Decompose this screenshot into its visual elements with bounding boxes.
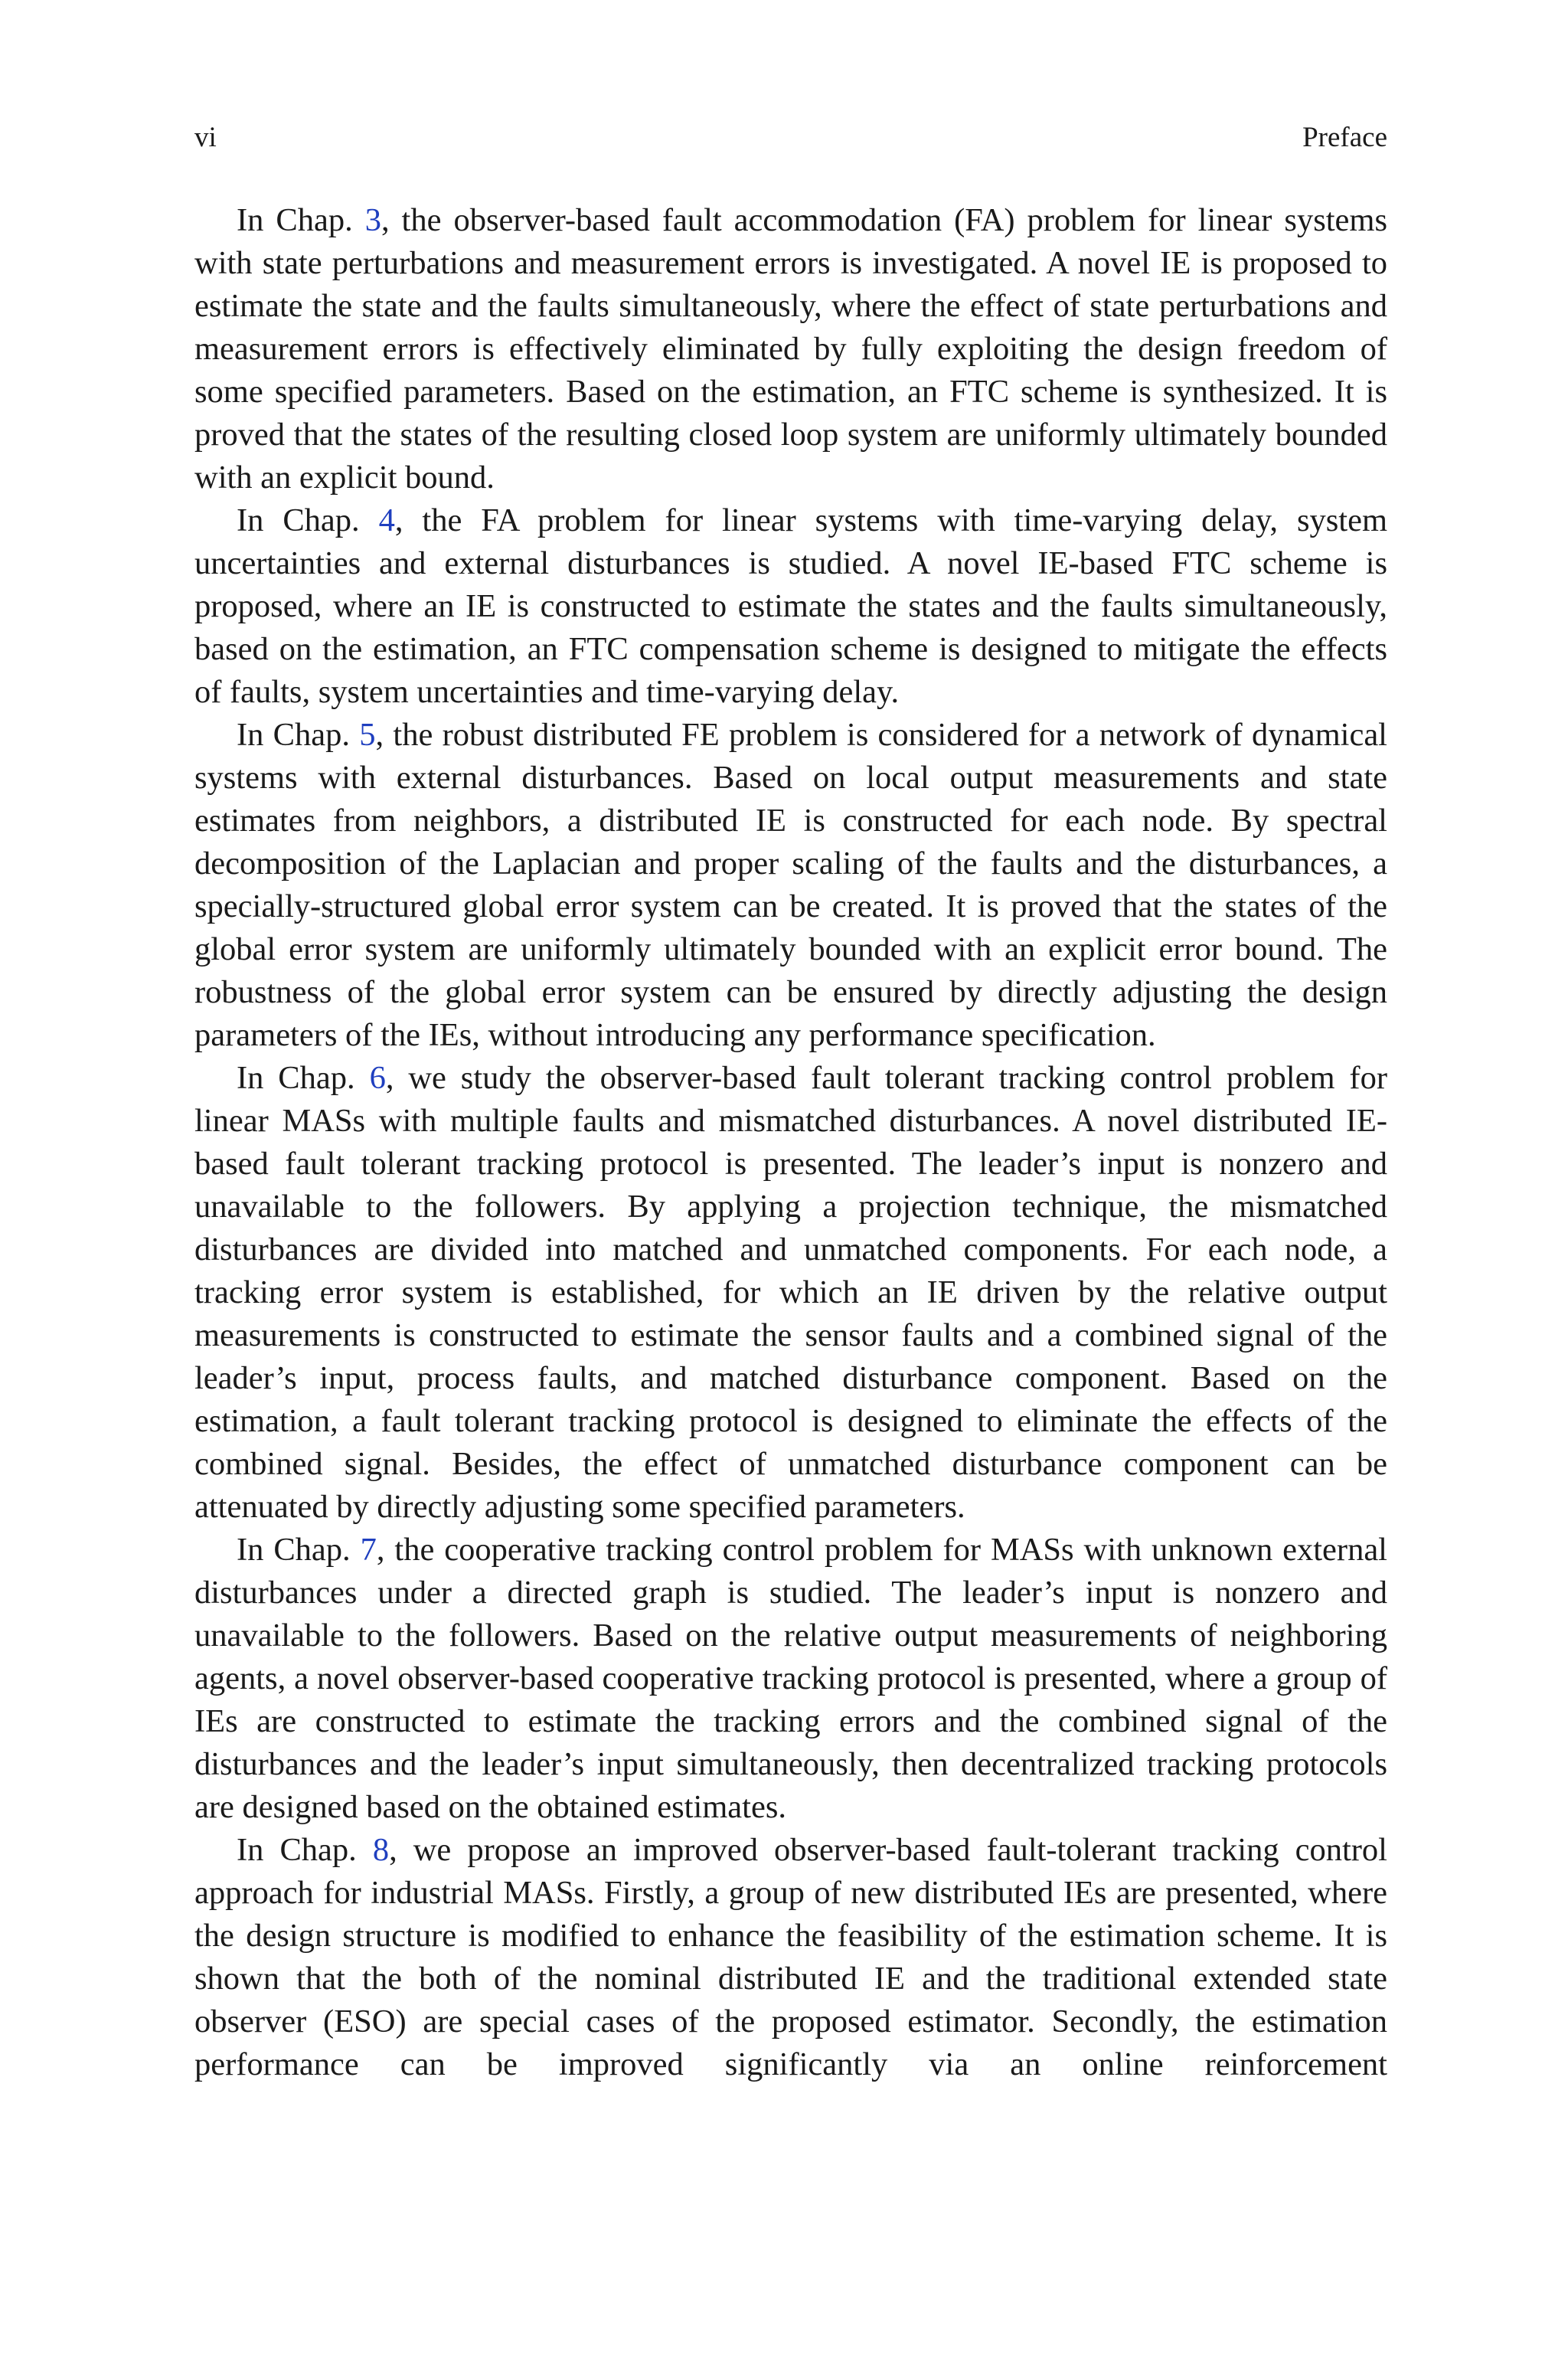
paragraph-text: , the cooperative tracking control problem for MASs with unknown external disturbances under a directed graph is studied. The leader’s input is nonzero and unavailable to the followers. Based on the relative output measurements of neighboring agents, a novel observer-based cooperative tracking protocol is presented, where a group of IEs are constructed to estimate the tracking errors and the combined signal of the disturbances and the leader’s input simultaneously, then decentralized tracking protocols are designed based on the obtained estimates. xyxy=(194,1532,1387,1825)
section-title: Preface xyxy=(1302,122,1387,153)
chapter-link-5[interactable]: 5 xyxy=(359,717,376,753)
paragraph-lead: In Chap. xyxy=(237,1060,370,1096)
page-number: vi xyxy=(194,122,217,153)
paragraph-text: , we study the observer-based fault tolerant tracking control problem for linear MASs with multiple faults and mismatched disturbances. A novel distributed IE-based fault tolerant tracking protocol is presented. The leader’s input is nonzero and unavailable to the followers. By applying a projection technique, the mismatched disturbances are divided into matched and unmatched components. For each node, a tracking error system is established, for which an IE driven by the relative output measurements is constructed to estimate the sensor faults and a combined signal of the leader’s input, process faults, and matched disturbance component. Based on the estimation, a fault tolerant tracking protocol is designed to eliminate the effects of the combined signal. Besides, the effect of unmatched disturbance component can be attenuated by directly adjusting some specified parameters. xyxy=(194,1060,1387,1525)
paragraph-text: , the robust distributed FE problem is considered for a network of dynamical systems with external disturbances. Based on local output measurements and state estimates from neighbors, a distributed IE is constructed for each node. By spectral decomposition of the Laplacian and proper scaling of the faults and the disturbances, a specially-structured global error system can be created. It is proved that the states of the global error system are uniformly ultimately bounded with an explicit error bound. The robustness of the global error system can be ensured by directly adjusting the design parameters of the IEs, without introducing any performance specification. xyxy=(194,717,1387,1053)
paragraph-chap-4 xyxy=(194,499,1387,714)
paragraph-chap-8 xyxy=(194,1829,1387,2086)
paragraph-chap-5 xyxy=(194,714,1387,1057)
paragraph-text: , we propose an improved observer-based fault-tolerant tracking control approach for industrial MASs. Firstly, a group of new distributed IEs are presented, where the design structure is modified to enhance the feasibility of the estimation scheme. It is shown that the both of the nominal distributed IE and the traditional extended state observer (ESO) are special cases of the proposed estimator. Secondly, the estimation performance can be improved significantly via an online reinforcement xyxy=(194,1832,1387,2082)
paragraph-chap-7 xyxy=(194,1529,1387,1829)
chapter-link-7[interactable]: 7 xyxy=(360,1532,377,1568)
paragraph-text: , the FA problem for linear systems with time-varying delay, system uncertainties and external disturbances is studied. A novel IE-based FTC scheme is proposed, where an IE is constructed to estimate the states and the faults simultaneously, based on the estimation, an FTC compensation scheme is designed to mitigate the effects of faults, system uncertainties and time-varying delay. xyxy=(194,502,1387,710)
paragraph-text: , the observer-based fault accommodation (FA) problem for linear systems with state perturbations and measurement errors is investigated. A novel IE is proposed to estimate the state and the faults simultaneously, where the effect of state perturbations and measurement errors is effectively eliminated by fully exploiting the design freedom of some specified parameters. Based on the estimation, an FTC scheme is synthesized. It is proved that the states of the resulting closed loop system are uniformly ultimately bounded with an explicit bound. xyxy=(194,202,1388,496)
paragraph-chap-3 xyxy=(194,199,1387,499)
chapter-link-8[interactable]: 8 xyxy=(372,1832,390,1868)
paragraph-lead: In Chap. xyxy=(237,1832,373,1868)
running-head xyxy=(194,115,1387,161)
paragraph-lead: In Chap. xyxy=(237,202,365,238)
paragraph-chap-6 xyxy=(194,1057,1387,1529)
paragraph-lead: In Chap. xyxy=(237,502,379,538)
body-text xyxy=(194,199,1387,2086)
page xyxy=(194,115,1387,2086)
chapter-link-4[interactable]: 4 xyxy=(378,502,395,538)
paragraph-lead: In Chap. xyxy=(237,717,360,753)
paragraph-lead: In Chap. xyxy=(237,1532,361,1568)
chapter-link-6[interactable]: 6 xyxy=(369,1060,386,1096)
chapter-link-3[interactable]: 3 xyxy=(364,202,381,238)
